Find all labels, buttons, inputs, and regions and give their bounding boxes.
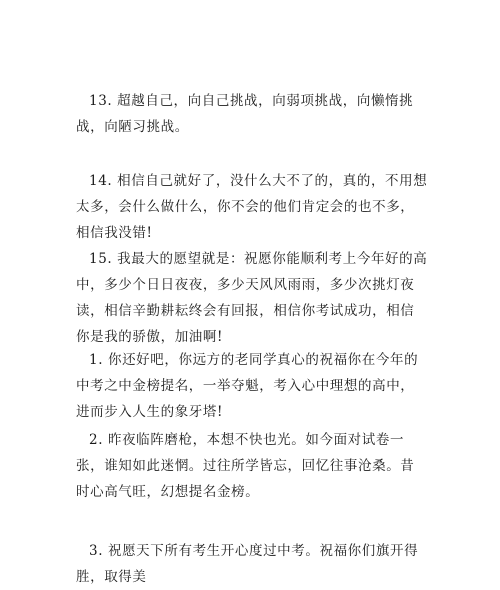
paragraph-2: 2. 昨夜临阵磨枪，本想不快也光。如今面对试卷一张，谁知如此迷惘。过往所学皆忘，回忆往事沧桑。昔时心高气旺，幻想提名金榜。 [76,432,415,500]
paragraph-1: 1. 你还好吧，你远方的老同学真心的祝福你在今年的中考之中金榜提名，一举夺魁，考入心中理想的高中，进而步入人生的象牙塔! [76,352,419,420]
paragraph-3: 3. 祝愿天下所有考生开心度过中考。祝福你们旗开得胜，取得美 [76,543,419,585]
paragraph-14: 14. 相信自己就好了，没什么大不了的，真的，不用想太多，会什么做什么，你不会的他们肯定会的也不多，相信我没错! [76,173,428,241]
paragraph-15: 15. 我最大的愿望就是：祝愿你能顺利考上今年好的高中，多少个日日夜夜，多少天风风雨雨，多少次挑灯夜读，相信辛勤耕耘终会有回报，相信你考试成功，相信你是我的骄傲，加油啊! [76,251,428,345]
paragraph-13: 13. 超越自己，向自己挑战，向弱项挑战，向懒惰挑战，向陋习挑战。 [76,93,414,135]
